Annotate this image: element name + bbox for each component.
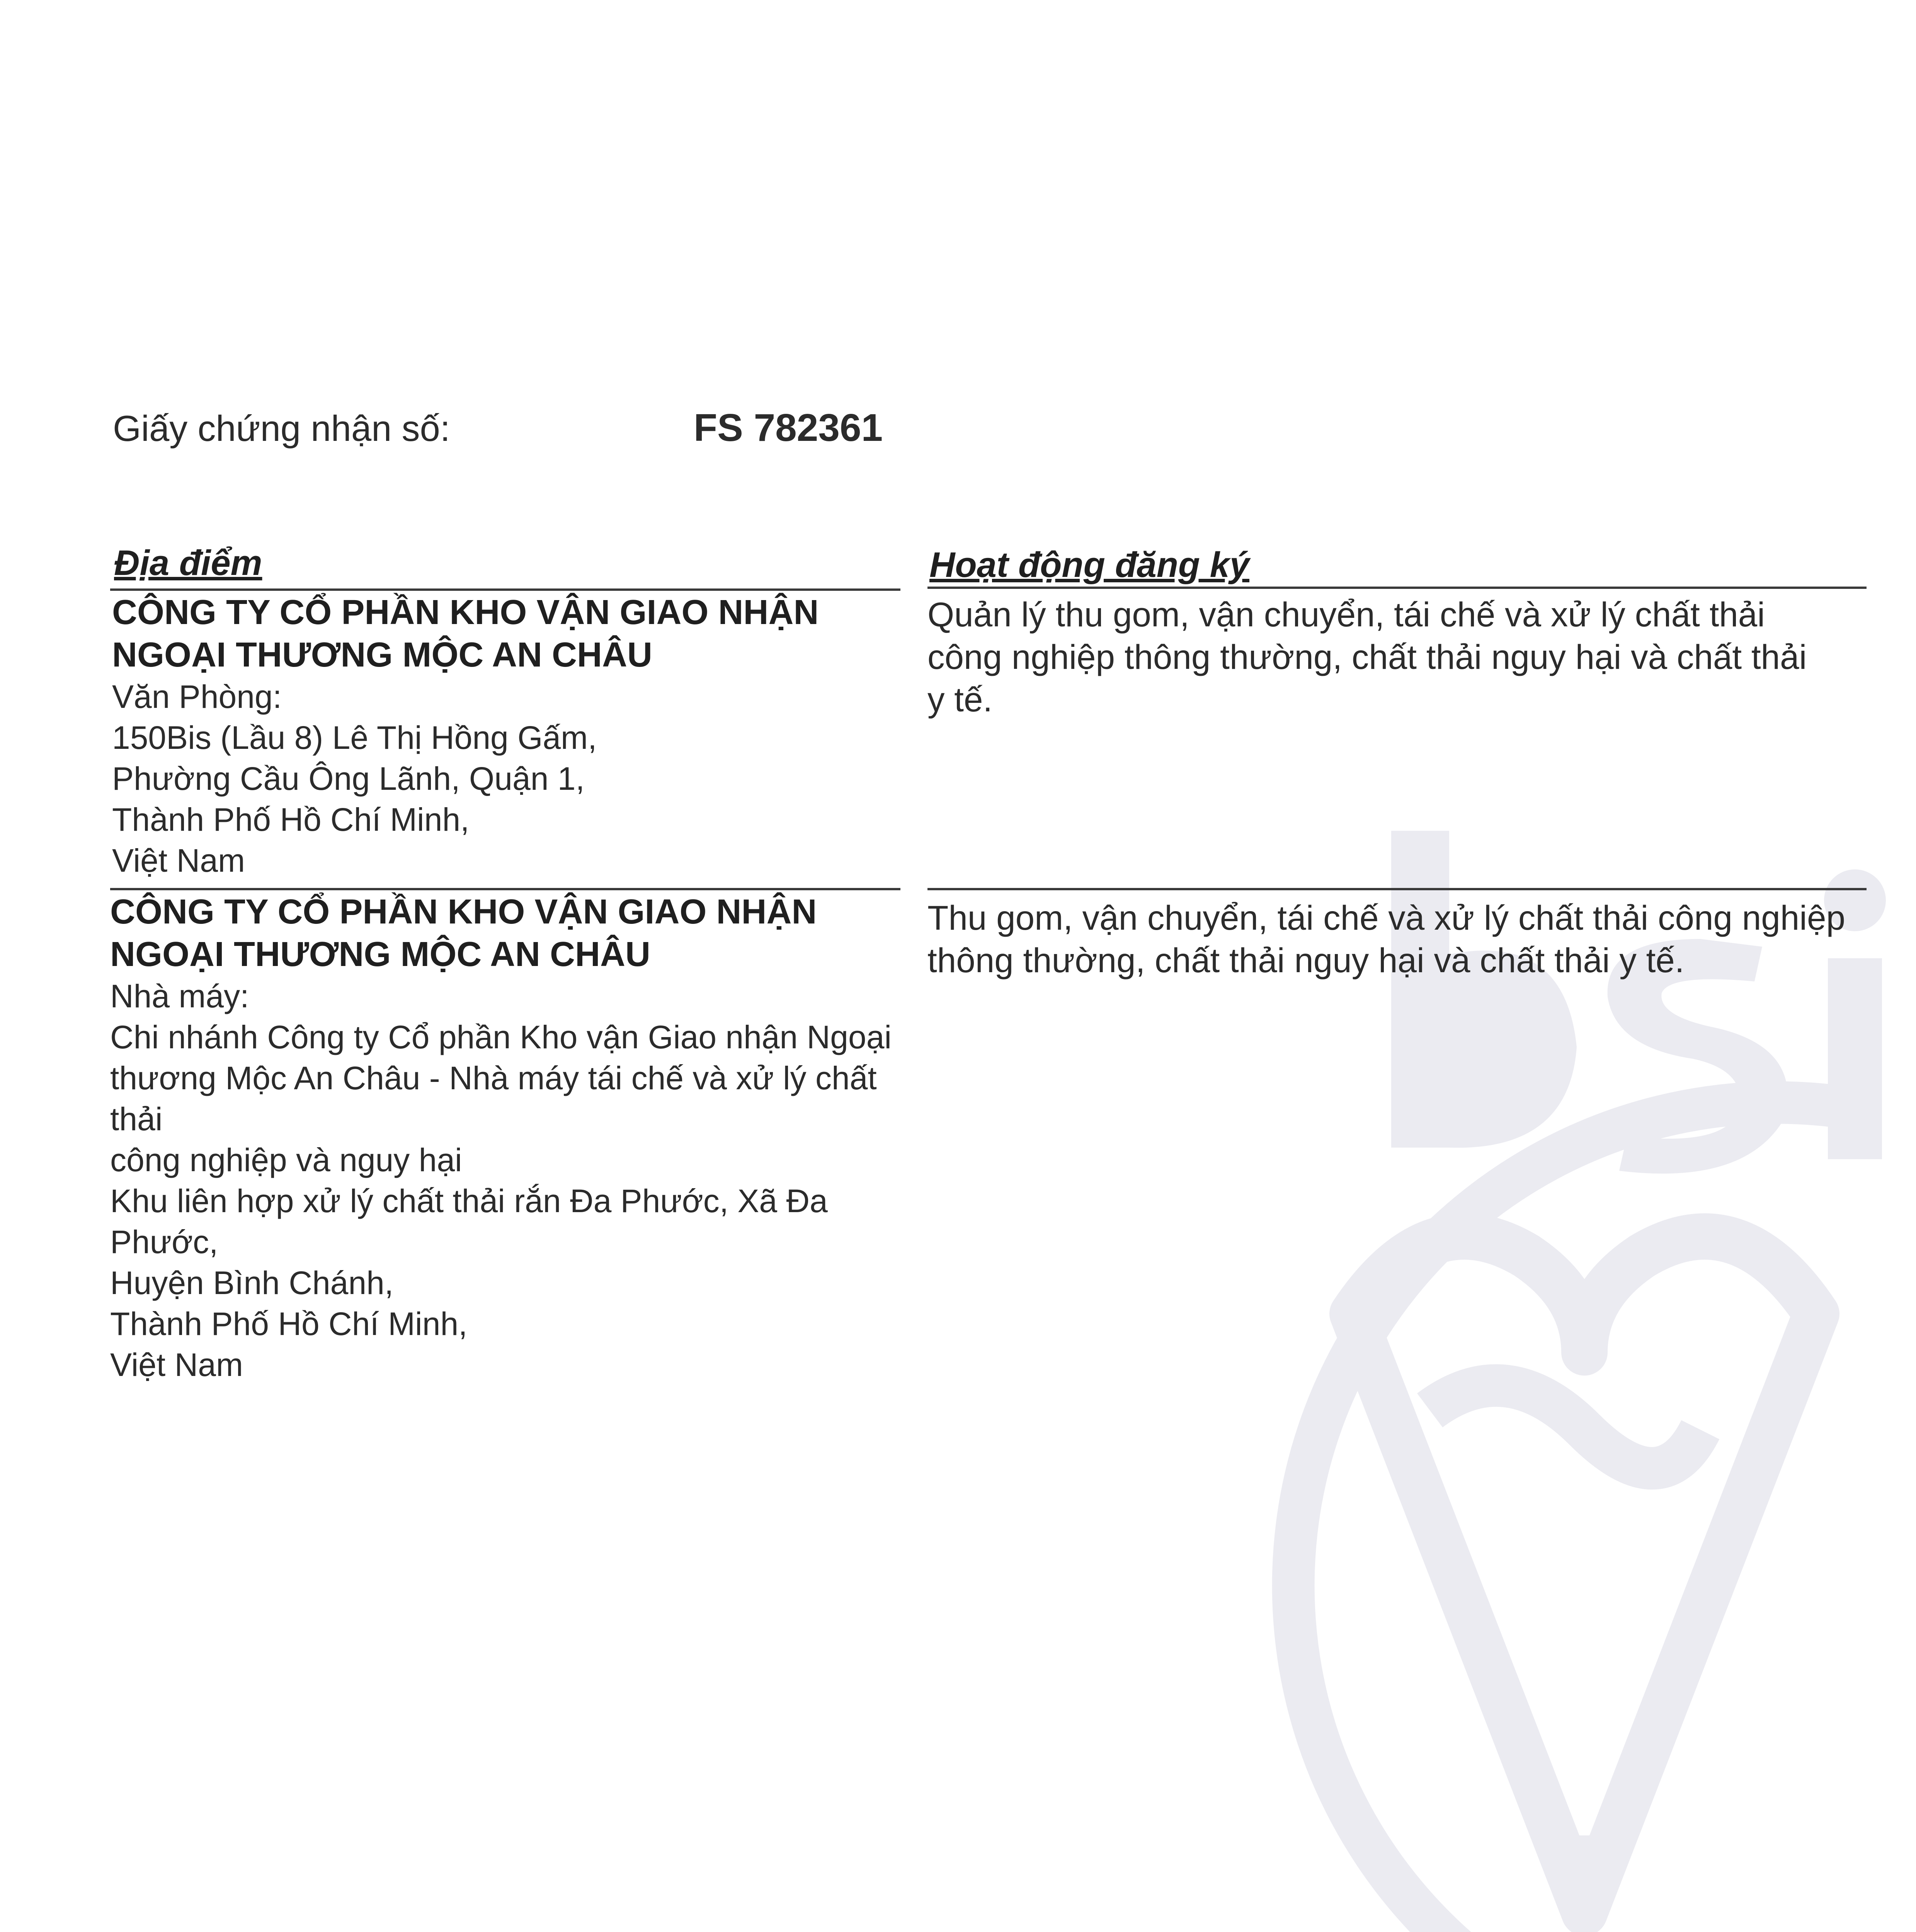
row1-rule-left — [110, 588, 900, 591]
site-1-address-line: Phường Cầu Ông Lãnh, Quận 1, — [112, 760, 585, 797]
site-1-company-line1: CÔNG TY CỔ PHẦN KHO VẬN GIAO NHẬN — [112, 593, 819, 632]
row2-rule-right — [927, 888, 1867, 890]
site-2-activity — [927, 896, 1874, 981]
site-2-activity-line: thông thường, chất thải nguy hại và chất thải y tế. — [927, 941, 1685, 980]
site-2-location — [110, 891, 914, 1385]
certificate-number-label: Giấy chứng nhận số: — [113, 408, 450, 449]
site-1-location — [112, 591, 916, 881]
site-1-activity — [927, 593, 1874, 721]
site-2-address-line: Khu liên hợp xử lý chất thải rắn Đa Phước, Xã Đa Phước, — [110, 1183, 828, 1260]
certificate-number: FS 782361 — [694, 406, 883, 449]
row2-rule-left — [110, 888, 900, 890]
site-1-address-line: Thành Phố Hồ Chí Minh, — [112, 801, 470, 838]
site-1-address-line: Việt Nam — [112, 842, 245, 879]
site-2-activity-line: Thu gom, vận chuyển, tái chế và xử lý chất thải công nghiệp — [927, 898, 1845, 937]
site-2-company-line2: NGOẠI THƯƠNG MỘC AN CHÂU — [110, 935, 651, 974]
site-2-address-line: thương Mộc An Châu - Nhà máy tái chế và xử lý chất thải — [110, 1060, 877, 1137]
row1-rule-right — [927, 587, 1867, 589]
site-1-activity-line: y tế. — [927, 680, 993, 719]
site-1-activity-line: công nghiệp thông thường, chất thải nguy hại và chất thải — [927, 638, 1807, 676]
site-2-address-line: Nhà máy: — [110, 978, 249, 1014]
site-2-address-line: Huyện Bình Chánh, — [110, 1265, 394, 1301]
location-header: Địa điểm — [114, 543, 262, 583]
site-2-address-line: Thành Phố Hồ Chí Minh, — [110, 1306, 468, 1342]
site-1-address-line: 150Bis (Lầu 8) Lê Thị Hồng Gấm, — [112, 719, 597, 756]
site-1-activity-line: Quản lý thu gom, vận chuyển, tái chế và xử lý chất thải — [927, 595, 1765, 634]
site-2-address-line: Chi nhánh Công ty Cổ phần Kho vận Giao nhận Ngoại — [110, 1019, 892, 1055]
bsi-kitemark-watermark-icon — [1121, 831, 1916, 1932]
site-2-company-line1: CÔNG TY CỔ PHẦN KHO VẬN GIAO NHẬN — [110, 893, 817, 931]
site-1-company-line2: NGOẠI THƯƠNG MỘC AN CHÂU — [112, 636, 653, 674]
site-2-address-line: công nghiệp và nguy hại — [110, 1142, 462, 1178]
site-1-address-line: Văn Phòng: — [112, 679, 282, 715]
activity-header: Hoạt động đăng ký — [929, 545, 1249, 585]
site-2-address-line: Việt Nam — [110, 1347, 243, 1383]
